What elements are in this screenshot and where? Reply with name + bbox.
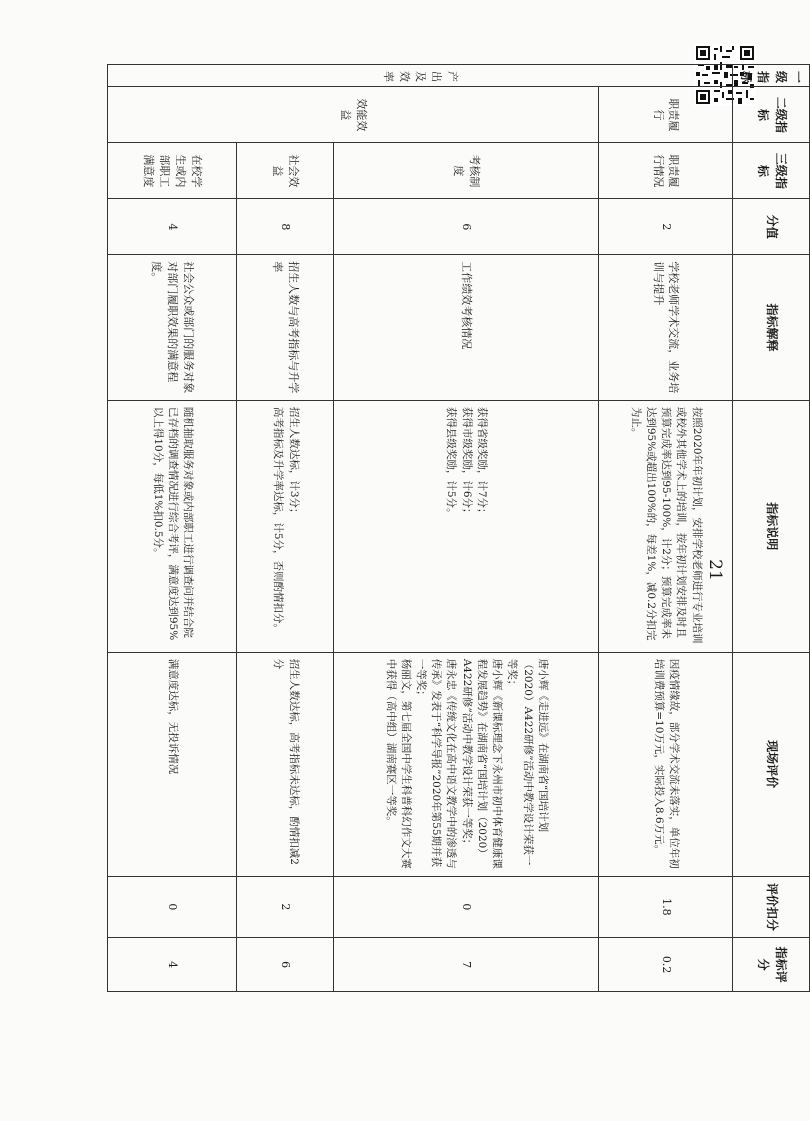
table-row [237,65,334,992]
table-row [108,65,237,992]
deduction-cell: 1.8 [598,876,733,938]
header-level1: 一级指标 [733,65,810,87]
score-cell: 8 [237,199,334,255]
header-evaluation: 现场评价 [733,652,810,876]
header-deduction: 评价扣分 [733,876,810,938]
rating-cell: 6 [237,938,334,992]
description-cell: 按照2020年年初计划，安排学校老师进行专业培训或校外其他学术上的培训，按年初计划安排及时且预算完成率达到95-100%，计2分；预算完成率未达到95%或超出100%的，每差1%，减0.2分扣完为止。 [598,400,733,652]
interpretation-cell: 工作绩效考核情况 [334,255,598,401]
score-cell: 6 [334,199,598,255]
header-level3: 三级指标 [733,143,810,199]
interpretation-cell: 招生人数与高考指标与升学率 [237,255,334,401]
description-cell: 随机抽取服务对象或内部职工进行调查问并结合院已存档的调查情况进行综合考评，满意度达到95%以上得10分，每低1%扣0.5分。 [108,400,237,652]
deduction-cell: 2 [237,876,334,938]
rating-cell: 4 [108,938,237,992]
evaluation-cell: 因疫情缘故，部分学术交流未落实，单位年初培训费预算=10万元，实际投入8.6万元。 [598,652,733,876]
table-row [334,65,598,992]
rating-cell: 7 [334,938,598,992]
evaluation-cell: 招生人数达标，高考指标未达标，酌情扣减2分 [237,652,334,876]
header-rating: 指标评分 [733,938,810,992]
rating-cell: 0.2 [598,938,733,992]
table-header-row [733,65,810,992]
level2-cell: 职责履行 [598,87,733,143]
evaluation-cell: 满意度达标，无投诉情况 [108,652,237,876]
header-description: 指标说明 [733,400,810,652]
evaluation-cell: 唐小辉《走进远》在湖南省“国培计划（2020）A422研修”活动中教学设计荣获一等奖； 唐小辉《新课标理念下永州市初中体育健康课程发展趋势》在湖南省“国培计划（2020）A422研修”活动中教学设计荣获一等奖； 唐永忠《传统文化在高中语文教学中的渗透与传承》发表于“科学导报”2020年第55期并获一等奖； 杨丽文，第七届全国中学生科普科幻作文大赛中获得（高中组）湖南赛区一等奖。 [334,652,598,876]
header-interpretation: 指标解释 [733,255,810,401]
level3-cell: 社会效益 [237,143,334,199]
interpretation-cell: 社会公众或部门的服务对象对部门履职效果的满意程度。 [108,255,237,401]
score-cell: 4 [108,199,237,255]
description-cell: 获得省级奖励，计7分； 获得市级奖励，计6分； 获得县级奖励，计5分。 [334,400,598,652]
header-score: 分值 [733,199,810,255]
level2-cell: 效能效益 [108,87,599,143]
level3-cell: 考核制度 [334,143,598,199]
deduction-cell: 0 [334,876,598,938]
page-number: 21 [704,559,725,581]
table-row [598,65,733,992]
level3-cell: 在校学生或内部职工满意度 [108,143,237,199]
level1-cell: 产出及效率 [108,65,733,87]
description-cell: 招生人数达标，计3分； 高考指标及升学率达标，计5分，否则酌情扣分。 [237,400,334,652]
rotated-table [107,64,810,992]
performance-evaluation-table [107,64,810,992]
score-cell: 2 [598,199,733,255]
interpretation-cell: 学校老师学术交流，业务培训与提升 [598,255,733,401]
level3-cell: 职责履行情况 [598,143,733,199]
header-level2: 二级指标 [733,87,810,143]
deduction-cell: 0 [108,876,237,938]
